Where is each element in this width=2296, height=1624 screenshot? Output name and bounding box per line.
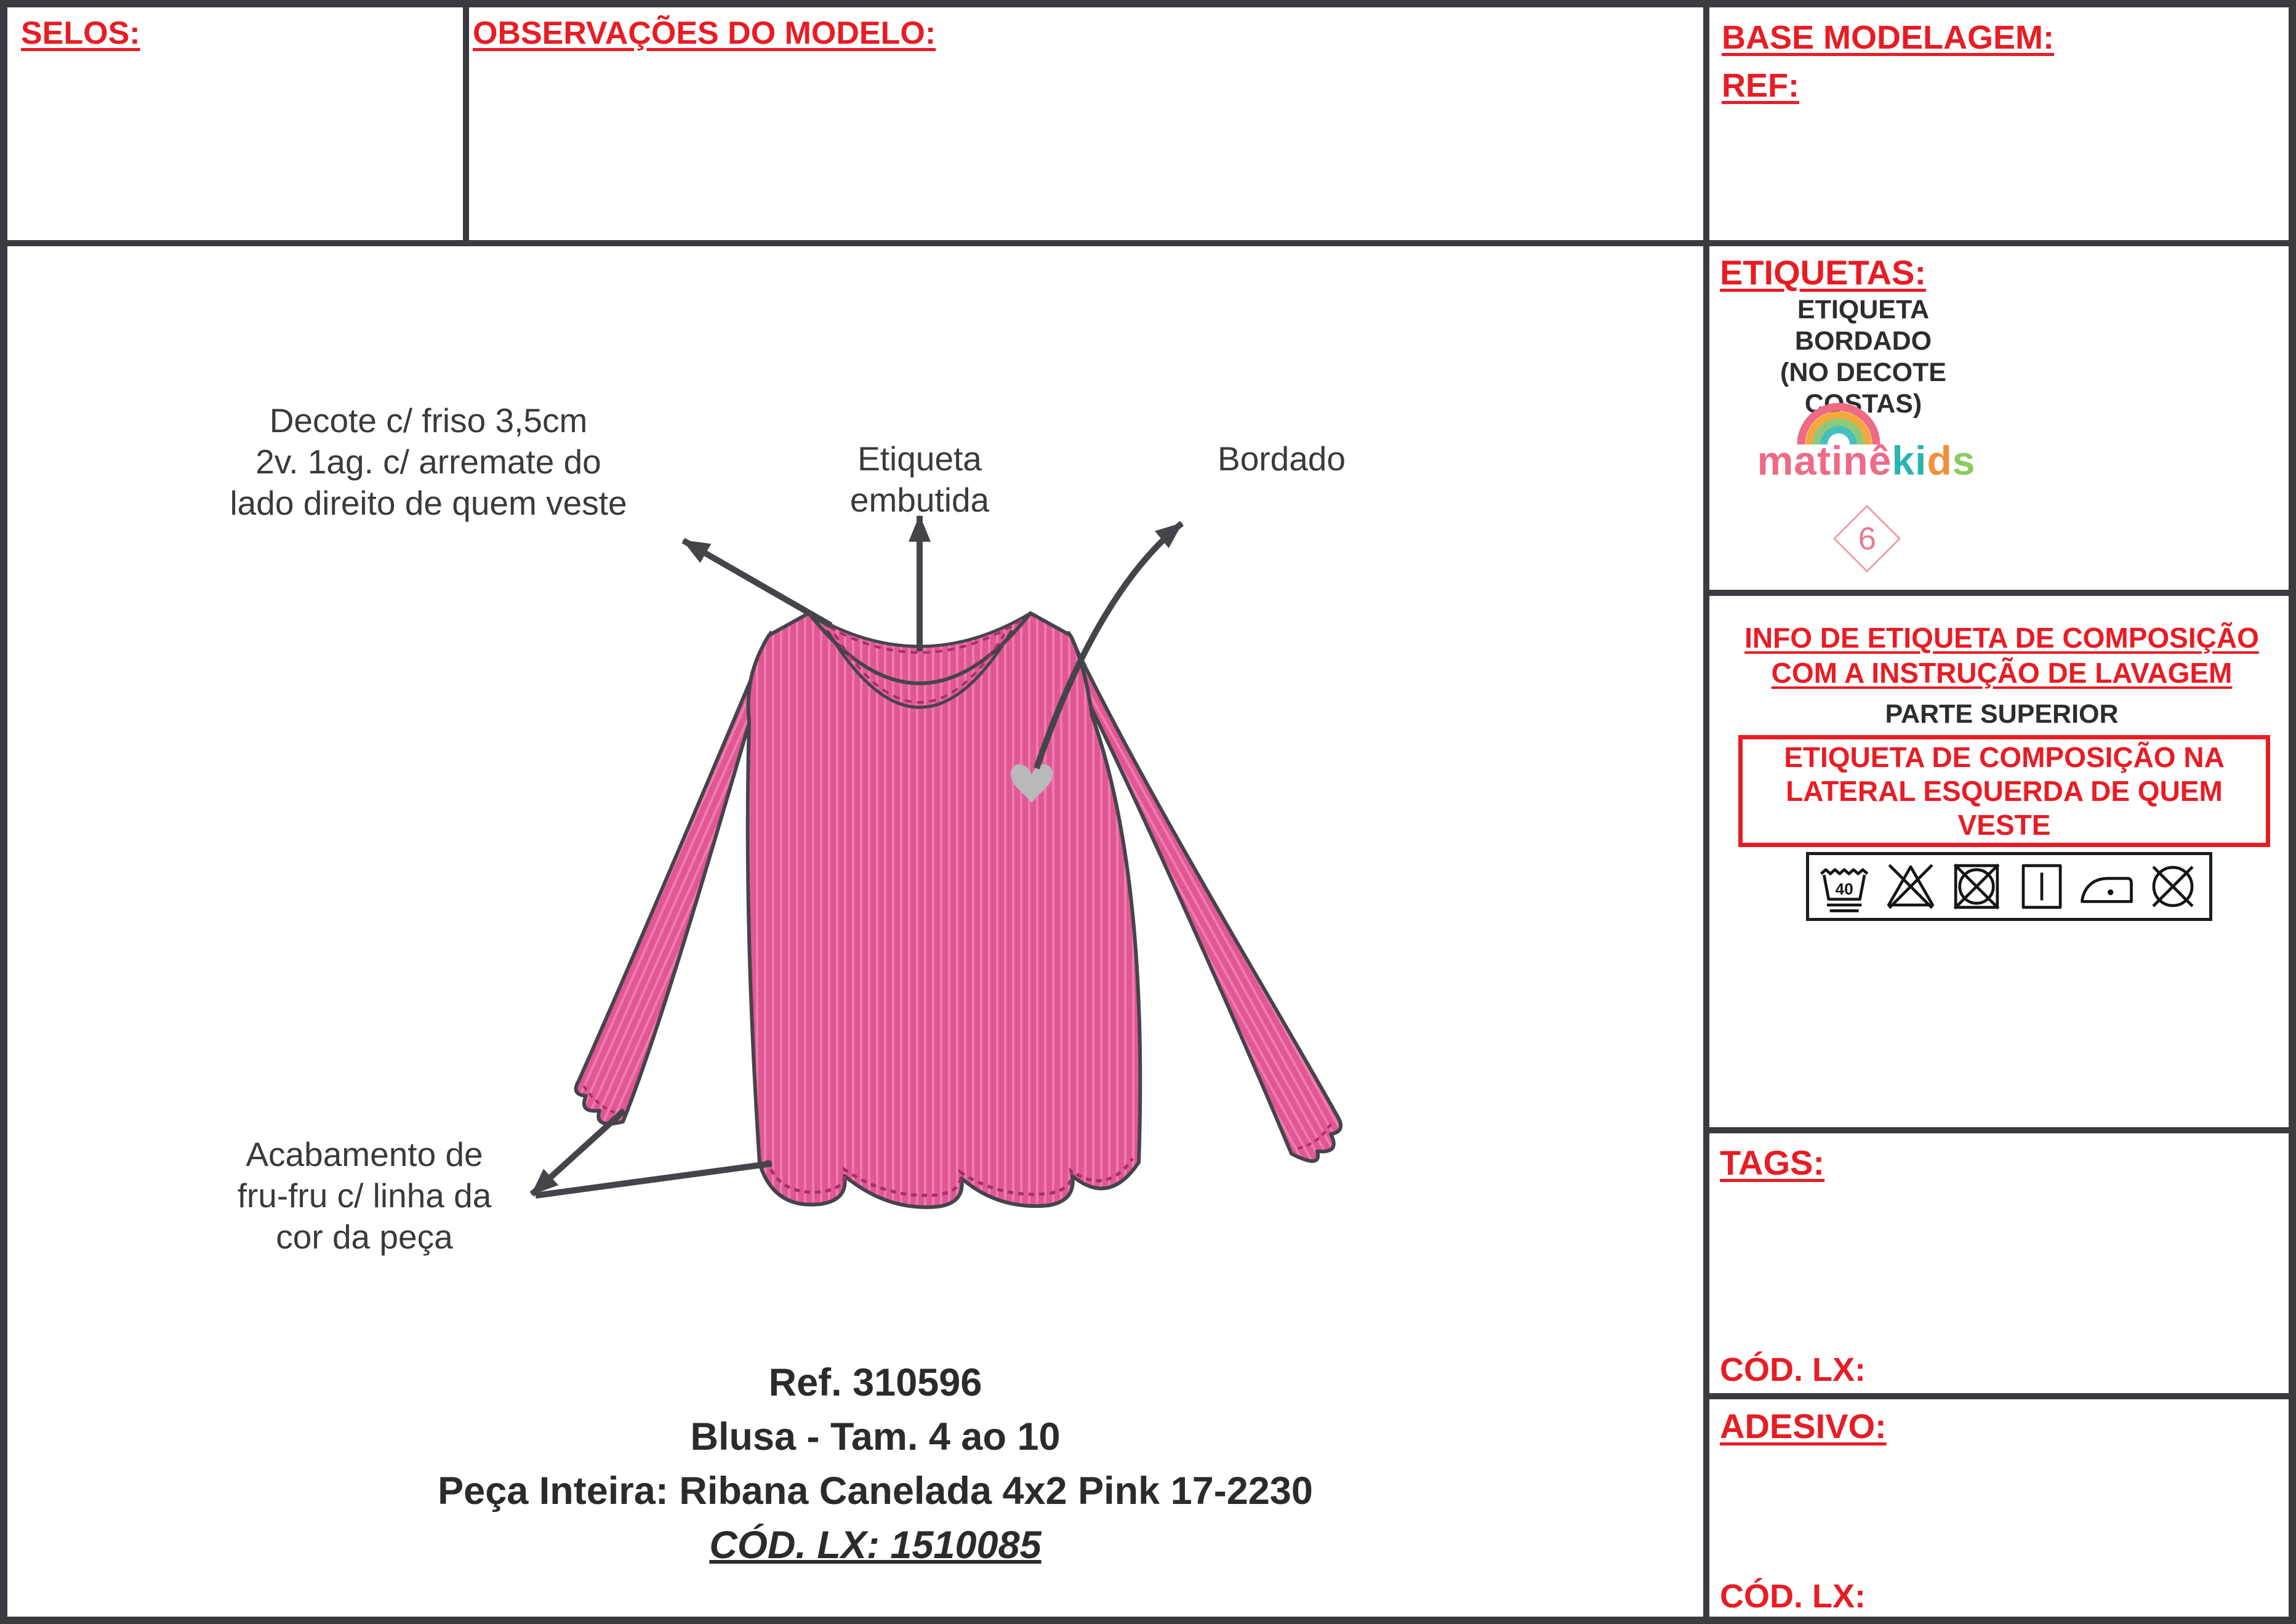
brand-logo	[1749, 437, 1983, 484]
etiquetas-heading: ETIQUETAS:	[1720, 253, 1926, 292]
care-iron-one-dot-icon	[2078, 858, 2136, 915]
adesivo-cod-lx-label: CÓD. LX:	[1720, 1578, 1866, 1615]
ref-label: REF:	[1722, 67, 1799, 104]
care-do-not-bleach-icon	[1882, 858, 1940, 915]
back-neck-stitch	[819, 621, 1021, 653]
info-composicao-heading-line1: INFO DE ETIQUETA DE COMPOSIÇÃO	[1744, 622, 2259, 654]
bordado-arrow	[1037, 523, 1182, 768]
reference-cod-lx: CÓD. LX: 1510085	[709, 1524, 1042, 1567]
acabamento-annotation-line1: Acabamento de	[246, 1135, 483, 1173]
divider-selos-observacoes	[463, 7, 469, 240]
decote-arrow	[683, 541, 831, 625]
tags-heading: TAGS:	[1720, 1143, 1825, 1182]
adesivo-heading: ADESIVO:	[1720, 1407, 1887, 1445]
svg-text:40: 40	[1835, 880, 1853, 899]
composicao-redbox-line3: VESTE	[1957, 808, 2051, 841]
size-diamond-number: 6	[1858, 520, 1876, 557]
heart-icon	[1011, 764, 1053, 803]
reference-block	[192, 1356, 1559, 1572]
care-wash-40-icon	[1816, 858, 1874, 915]
reference-size: Blusa - Tam. 4 ao 10	[690, 1415, 1061, 1458]
parte-superior-label: PARTE SUPERIOR	[1885, 699, 2119, 729]
tags-cod-lx-label: CÓD. LX:	[1720, 1351, 1866, 1388]
acabamento-annotation	[111, 1134, 618, 1258]
hem-frufru-stitch	[767, 1159, 1133, 1196]
brand-logo-kids-s: s	[1952, 438, 1976, 483]
divider-tags-adesivo	[1703, 1393, 2289, 1399]
decote-annotation-line1: Decote c/ friso 3,5cm	[269, 401, 588, 440]
neckband-inner-edge	[827, 630, 1012, 707]
decote-annotation	[179, 400, 678, 524]
divider-info-tags	[1703, 1127, 2289, 1133]
etiqueta-embutida-annotation	[797, 438, 1043, 521]
acabamento-annotation-line2: fru-fru c/ linha da	[237, 1176, 492, 1215]
brand-logo-matine: matinê	[1757, 438, 1892, 483]
garment-right-sleeve	[1069, 633, 1341, 1161]
divider-etiquetas-info	[1703, 590, 2289, 596]
base-modelagem-label: BASE MODELAGEM:	[1722, 19, 2054, 56]
etiqueta-annotation-line2: embutida	[849, 481, 990, 519]
right-cuff-stitch	[1296, 1124, 1331, 1149]
etiqueta-annotation-line1: Etiqueta	[857, 440, 982, 478]
care-symbols-bar	[1806, 852, 2212, 921]
composicao-redbox-line2: LATERAL ESQUERDA DE QUEM	[1786, 774, 2223, 807]
care-do-not-dry-clean-icon	[2144, 858, 2202, 915]
garment-body	[748, 613, 1141, 1207]
selos-label: SELOS:	[21, 15, 140, 51]
brand-logo-kids-i: i	[1915, 438, 1927, 483]
brand-logo-kids-k: k	[1892, 438, 1916, 483]
observacoes-label: OBSERVAÇÕES DO MODELO:	[473, 15, 936, 51]
acabamento-annotation-line3: cor da peça	[276, 1218, 453, 1256]
etiqueta-bordado-note-line2: (NO DECOTE COSTAS)	[1780, 358, 1946, 419]
neckband-stitch	[835, 634, 1005, 702]
reference-fabric: Peça Inteira: Ribana Canelada 4x2 Pink 17-2230	[438, 1469, 1313, 1513]
divider-top-row	[7, 240, 2289, 246]
bordado-annotation: Bordado	[1218, 440, 1346, 478]
left-cuff-stitch	[584, 1086, 620, 1114]
composicao-redbox	[1738, 735, 2270, 847]
divider-right-column	[1703, 7, 1709, 1617]
etiqueta-bordado-note-line1: ETIQUETA BORDADO	[1794, 295, 1932, 356]
info-composicao-heading	[1709, 621, 2294, 691]
decote-annotation-line3: lado direito de quem veste	[230, 484, 627, 522]
brand-logo-kids-d: d	[1927, 438, 1953, 483]
garment-back-neck-panel	[809, 613, 1030, 683]
reference-ref: Ref. 310596	[768, 1361, 982, 1404]
composicao-redbox-line1: ETIQUETA DE COMPOSIÇÃO NA	[1784, 741, 2225, 773]
garment-left-sleeve	[576, 633, 771, 1124]
care-line-dry-icon	[2013, 858, 2071, 915]
size-diamond-badge	[1833, 505, 1901, 573]
info-composicao-heading-line2: COM A INSTRUÇÃO DE LAVAGEM	[1771, 657, 2233, 689]
decote-annotation-line2: 2v. 1ag. c/ arremate do	[255, 443, 601, 481]
care-do-not-tumble-dry-icon	[1948, 858, 2005, 915]
